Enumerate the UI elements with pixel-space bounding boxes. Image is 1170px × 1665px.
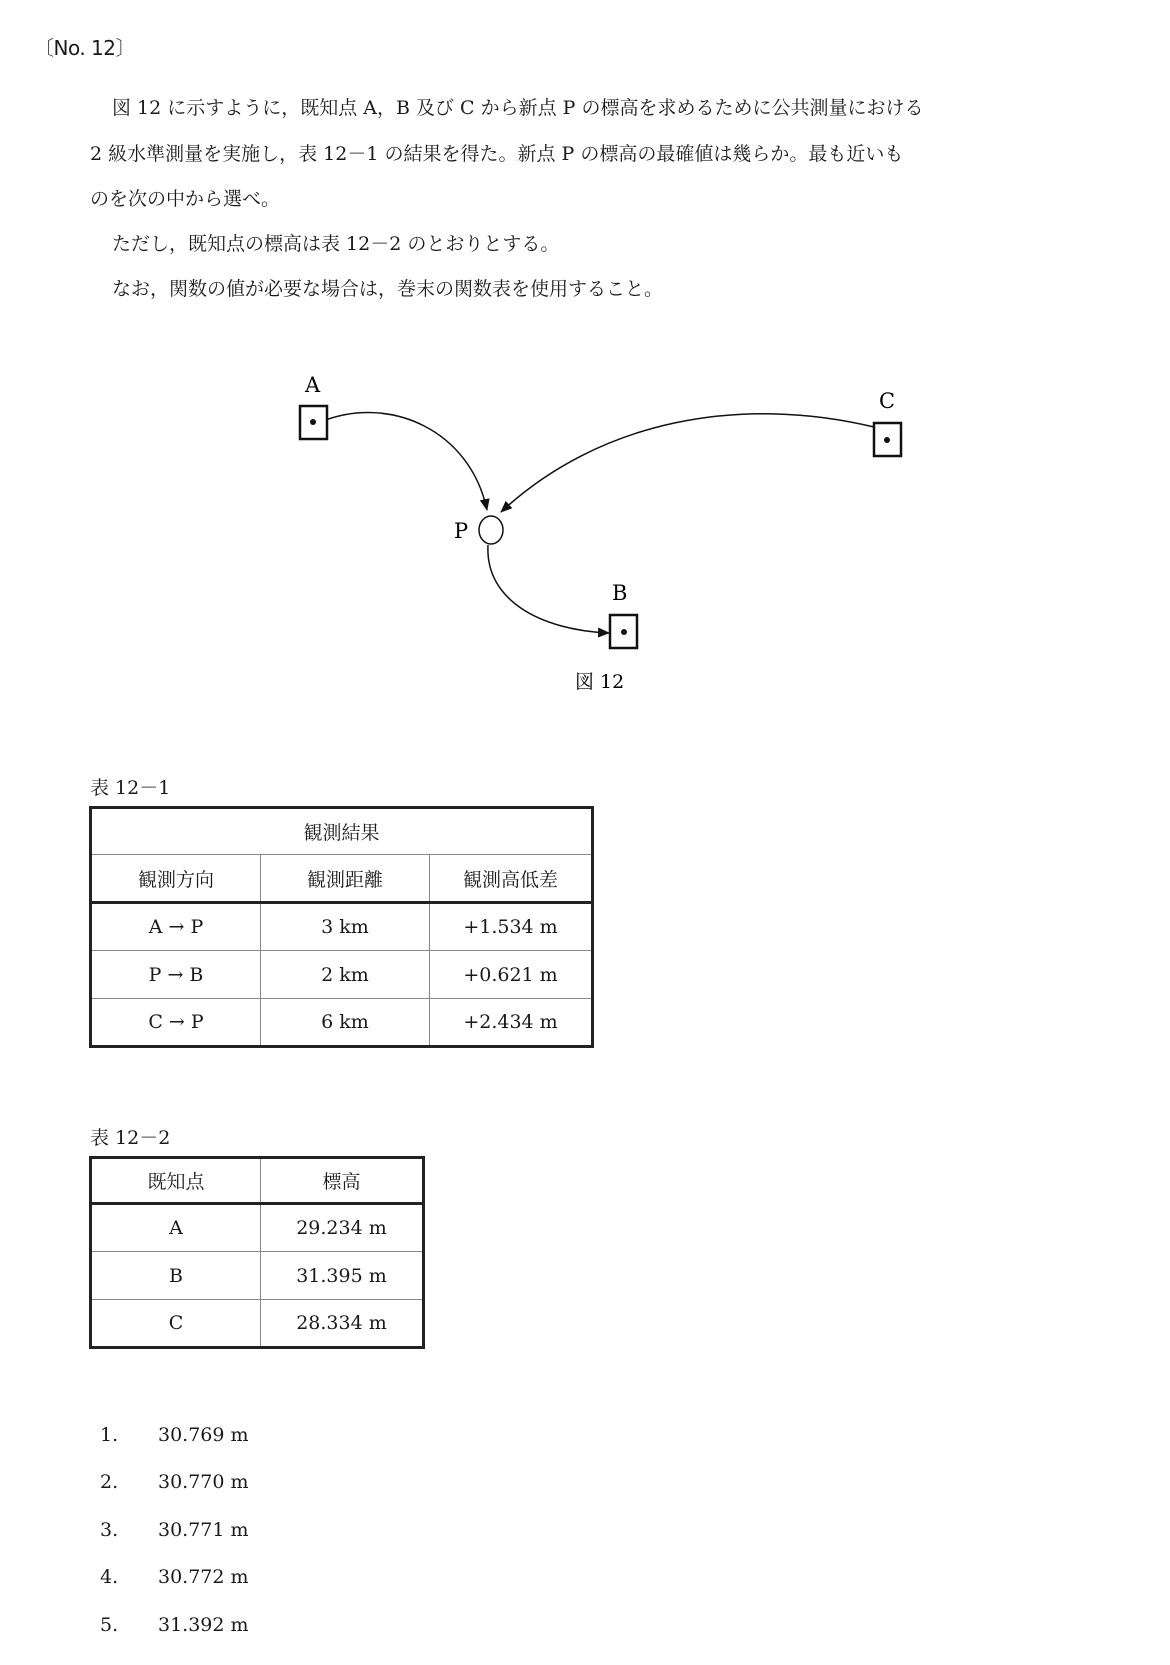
choice-number: 1. [100, 1424, 119, 1446]
table2-title: 表 12－2 [90, 1127, 171, 1149]
table1-cell: P → B [91, 951, 261, 999]
benchmark-a-icon [300, 406, 327, 439]
choice-1[interactable] [100, 1424, 249, 1446]
leveling-network-diagram [0, 0, 1170, 720]
table2-col-elevation: 標高 [261, 1158, 424, 1204]
table1-cell: 2 km [261, 951, 430, 999]
table1-cell: +2.434 m [430, 999, 593, 1047]
table1-col-height-diff: 観測高低差 [430, 855, 593, 903]
question-text-line-5: なお，関数の値が必要な場合は，巻末の関数表を使用すること。 [112, 278, 664, 300]
choice-2[interactable] [100, 1471, 249, 1493]
table-row [91, 999, 593, 1047]
table-row [91, 903, 593, 951]
choice-number: 3. [100, 1519, 119, 1541]
table1-cell: +0.621 m [430, 951, 593, 999]
benchmark-b-icon [610, 615, 637, 648]
benchmark-c-icon [874, 423, 901, 456]
route-p-to-b [488, 545, 609, 633]
table1-main-header: 観測結果 [91, 808, 593, 855]
table-row [91, 1204, 424, 1252]
choice-number: 5. [100, 1614, 119, 1636]
known-points-table [89, 1156, 425, 1349]
choice-4[interactable] [100, 1566, 249, 1588]
table1-cell: +1.534 m [430, 903, 593, 951]
choice-5[interactable] [100, 1614, 249, 1636]
table1-cell: A → P [91, 903, 261, 951]
choice-value: 31.392 m [158, 1614, 249, 1636]
choice-value: 30.771 m [158, 1519, 249, 1541]
table-row [91, 951, 593, 999]
figure-caption: 図 12 [575, 671, 625, 693]
question-text-line-2: 2 級水準測量を実施し，表 12－1 の結果を得た。新点 P の標高の最確値は幾らか。最も近いも [90, 143, 904, 165]
table2-col-point: 既知点 [91, 1158, 261, 1204]
choice-value: 30.770 m [158, 1471, 249, 1493]
question-text-line-3: のを次の中から選べ。 [90, 188, 281, 210]
observation-results-table [89, 806, 594, 1048]
route-a-to-p [323, 413, 487, 510]
table1-col-direction: 観測方向 [91, 855, 261, 903]
table2-cell: C [91, 1300, 261, 1348]
question-text-line-1: 図 12 に示すように，既知点 A，B 及び C から新点 P の標高を求めるために公共測量における [112, 97, 924, 119]
route-c-to-p [501, 414, 874, 512]
table1-cell: 3 km [261, 903, 430, 951]
choice-3[interactable] [100, 1519, 249, 1541]
table1-col-distance: 観測距離 [261, 855, 430, 903]
question-number: 〔No. 12〕 [34, 36, 136, 60]
table2-cell: 29.234 m [261, 1204, 424, 1252]
choice-number: 2. [100, 1471, 119, 1493]
choice-value: 30.772 m [158, 1566, 249, 1588]
table1-title: 表 12－1 [90, 777, 171, 799]
table2-cell: 28.334 m [261, 1300, 424, 1348]
new-point-p-icon [479, 516, 503, 544]
table2-cell: 31.395 m [261, 1252, 424, 1300]
label-p: P [454, 519, 469, 543]
table1-cell: C → P [91, 999, 261, 1047]
question-text-line-4: ただし，既知点の標高は表 12－2 のとおりとする。 [112, 233, 560, 255]
table-row [91, 1252, 424, 1300]
label-c: C [879, 389, 896, 413]
table-row [91, 1300, 424, 1348]
label-a: A [305, 373, 321, 397]
table2-cell: A [91, 1204, 261, 1252]
table2-cell: B [91, 1252, 261, 1300]
label-b: B [612, 581, 628, 605]
table1-cell: 6 km [261, 999, 430, 1047]
choice-value: 30.769 m [158, 1424, 249, 1446]
choice-number: 4. [100, 1566, 119, 1588]
